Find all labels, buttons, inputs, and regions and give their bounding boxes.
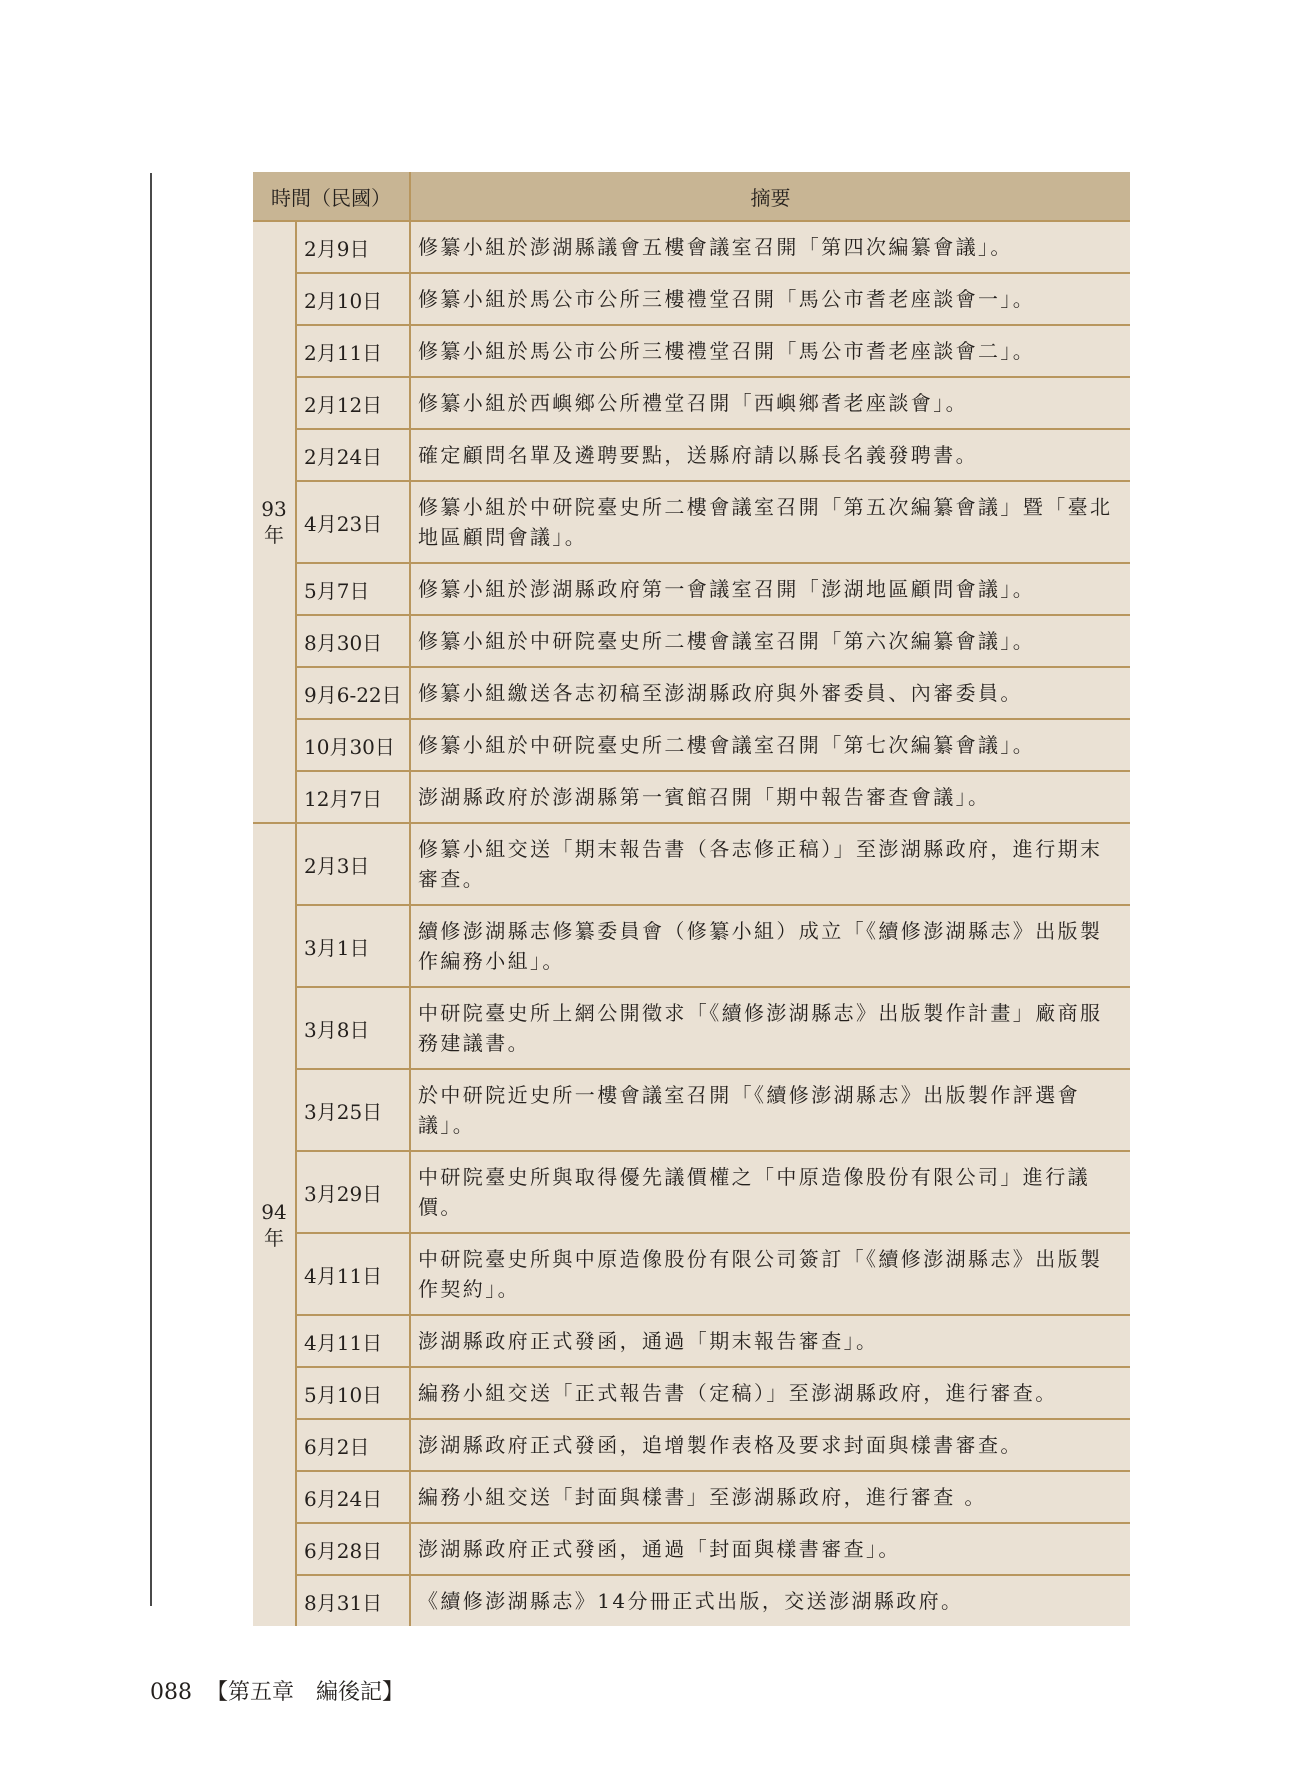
- date-cell: 4月11日: [296, 1233, 410, 1315]
- table-row: [253, 1233, 1130, 1315]
- summary-cell: 修纂小組於馬公市公所三樓禮堂召開「馬公市耆老座談會一」。: [410, 273, 1130, 325]
- table-row: [253, 771, 1130, 823]
- date-cell: 8月31日: [296, 1575, 410, 1626]
- table-row: [253, 1419, 1130, 1471]
- header-time: 時間（民國）: [253, 172, 410, 221]
- summary-cell: 編務小組交送「正式報告書（定稿）」至澎湖縣政府，進行審查。: [410, 1367, 1130, 1419]
- date-cell: 9月6-22日: [296, 667, 410, 719]
- timeline-table: [253, 172, 1130, 1626]
- chapter-title: 【第五章 編後記】: [206, 1680, 405, 1705]
- summary-cell: 修纂小組於澎湖縣政府第一會議室召開「澎湖地區顧問會議」。: [410, 563, 1130, 615]
- table-row: [253, 429, 1130, 481]
- summary-cell: 中研院臺史所與中原造像股份有限公司簽訂「《續修澎湖縣志》出版製作契約」。: [410, 1233, 1130, 1315]
- summary-cell: 於中研院近史所一樓會議室召開「《續修澎湖縣志》出版製作評選會議」。: [410, 1069, 1130, 1151]
- table-row: [253, 221, 1130, 273]
- year-cell-93: 93 年: [253, 221, 296, 823]
- date-cell: 6月28日: [296, 1523, 410, 1575]
- date-cell: 3月25日: [296, 1069, 410, 1151]
- table-row: [253, 1523, 1130, 1575]
- year-cell-94: 94 年: [253, 823, 296, 1626]
- table-row: [253, 377, 1130, 429]
- summary-cell: 《續修澎湖縣志》14分冊正式出版，交送澎湖縣政府。: [410, 1575, 1130, 1626]
- summary-cell: 修纂小組於西嶼鄉公所禮堂召開「西嶼鄉耆老座談會」。: [410, 377, 1130, 429]
- table-row: [253, 1315, 1130, 1367]
- summary-cell: 澎湖縣政府正式發函，通過「期末報告審查」。: [410, 1315, 1130, 1367]
- date-cell: 5月7日: [296, 563, 410, 615]
- table-header-row: [253, 172, 1130, 221]
- summary-cell: 修纂小組於中研院臺史所二樓會議室召開「第六次編纂會議」。: [410, 615, 1130, 667]
- summary-cell: 修纂小組交送「期末報告書（各志修正稿）」至澎湖縣政府，進行期末審查。: [410, 823, 1130, 905]
- header-summary: 摘要: [410, 172, 1130, 221]
- table-row: [253, 987, 1130, 1069]
- date-cell: 2月11日: [296, 325, 410, 377]
- table-row: [253, 325, 1130, 377]
- table-row: [253, 1575, 1130, 1626]
- summary-cell: 澎湖縣政府於澎湖縣第一賓館召開「期中報告審查會議」。: [410, 771, 1130, 823]
- table-row: [253, 823, 1130, 905]
- summary-cell: 編務小組交送「封面與樣書」至澎湖縣政府，進行審查 。: [410, 1471, 1130, 1523]
- date-cell: 3月29日: [296, 1151, 410, 1233]
- summary-cell: 修纂小組於中研院臺史所二樓會議室召開「第七次編纂會議」。: [410, 719, 1130, 771]
- date-cell: 5月10日: [296, 1367, 410, 1419]
- table-row: [253, 1151, 1130, 1233]
- date-cell: 6月2日: [296, 1419, 410, 1471]
- date-cell: 2月3日: [296, 823, 410, 905]
- table-row: [253, 905, 1130, 987]
- date-cell: 2月9日: [296, 221, 410, 273]
- table-row: [253, 667, 1130, 719]
- summary-cell: 澎湖縣政府正式發函，通過「封面與樣書審查」。: [410, 1523, 1130, 1575]
- table-row: [253, 1069, 1130, 1151]
- summary-cell: 修纂小組於澎湖縣議會五樓會議室召開「第四次編纂會議」。: [410, 221, 1130, 273]
- table-body: [253, 221, 1130, 1626]
- table-row: [253, 563, 1130, 615]
- date-cell: 3月8日: [296, 987, 410, 1069]
- date-cell: 10月30日: [296, 719, 410, 771]
- date-cell: 8月30日: [296, 615, 410, 667]
- date-cell: 2月12日: [296, 377, 410, 429]
- table-row: [253, 481, 1130, 563]
- date-cell: 2月24日: [296, 429, 410, 481]
- table-row: [253, 1471, 1130, 1523]
- summary-cell: 修纂小組於中研院臺史所二樓會議室召開「第五次編纂會議」暨「臺北地區顧問會議」。: [410, 481, 1130, 563]
- table-row: [253, 615, 1130, 667]
- summary-cell: 修纂小組繳送各志初稿至澎湖縣政府與外審委員、內審委員。: [410, 667, 1130, 719]
- page-footer: [150, 1675, 404, 1706]
- table-row: [253, 1367, 1130, 1419]
- page-number: 088: [150, 1680, 192, 1705]
- date-cell: 6月24日: [296, 1471, 410, 1523]
- date-cell: 3月1日: [296, 905, 410, 987]
- date-cell: 2月10日: [296, 273, 410, 325]
- summary-cell: 修纂小組於馬公市公所三樓禮堂召開「馬公市耆老座談會二」。: [410, 325, 1130, 377]
- date-cell: 4月11日: [296, 1315, 410, 1367]
- summary-cell: 澎湖縣政府正式發函，追增製作表格及要求封面與樣書審查。: [410, 1419, 1130, 1471]
- summary-cell: 中研院臺史所上網公開徵求「《續修澎湖縣志》出版製作計畫」廠商服務建議書。: [410, 987, 1130, 1069]
- table-row: [253, 719, 1130, 771]
- summary-cell: 中研院臺史所與取得優先議價權之「中原造像股份有限公司」進行議價。: [410, 1151, 1130, 1233]
- date-cell: 4月23日: [296, 481, 410, 563]
- summary-cell: 續修澎湖縣志修纂委員會（修纂小組）成立「《續修澎湖縣志》出版製作編務小組」。: [410, 905, 1130, 987]
- table-row: [253, 273, 1130, 325]
- margin-rule: [150, 173, 152, 1606]
- summary-cell: 確定顧問名單及遴聘要點，送縣府請以縣長名義發聘書。: [410, 429, 1130, 481]
- date-cell: 12月7日: [296, 771, 410, 823]
